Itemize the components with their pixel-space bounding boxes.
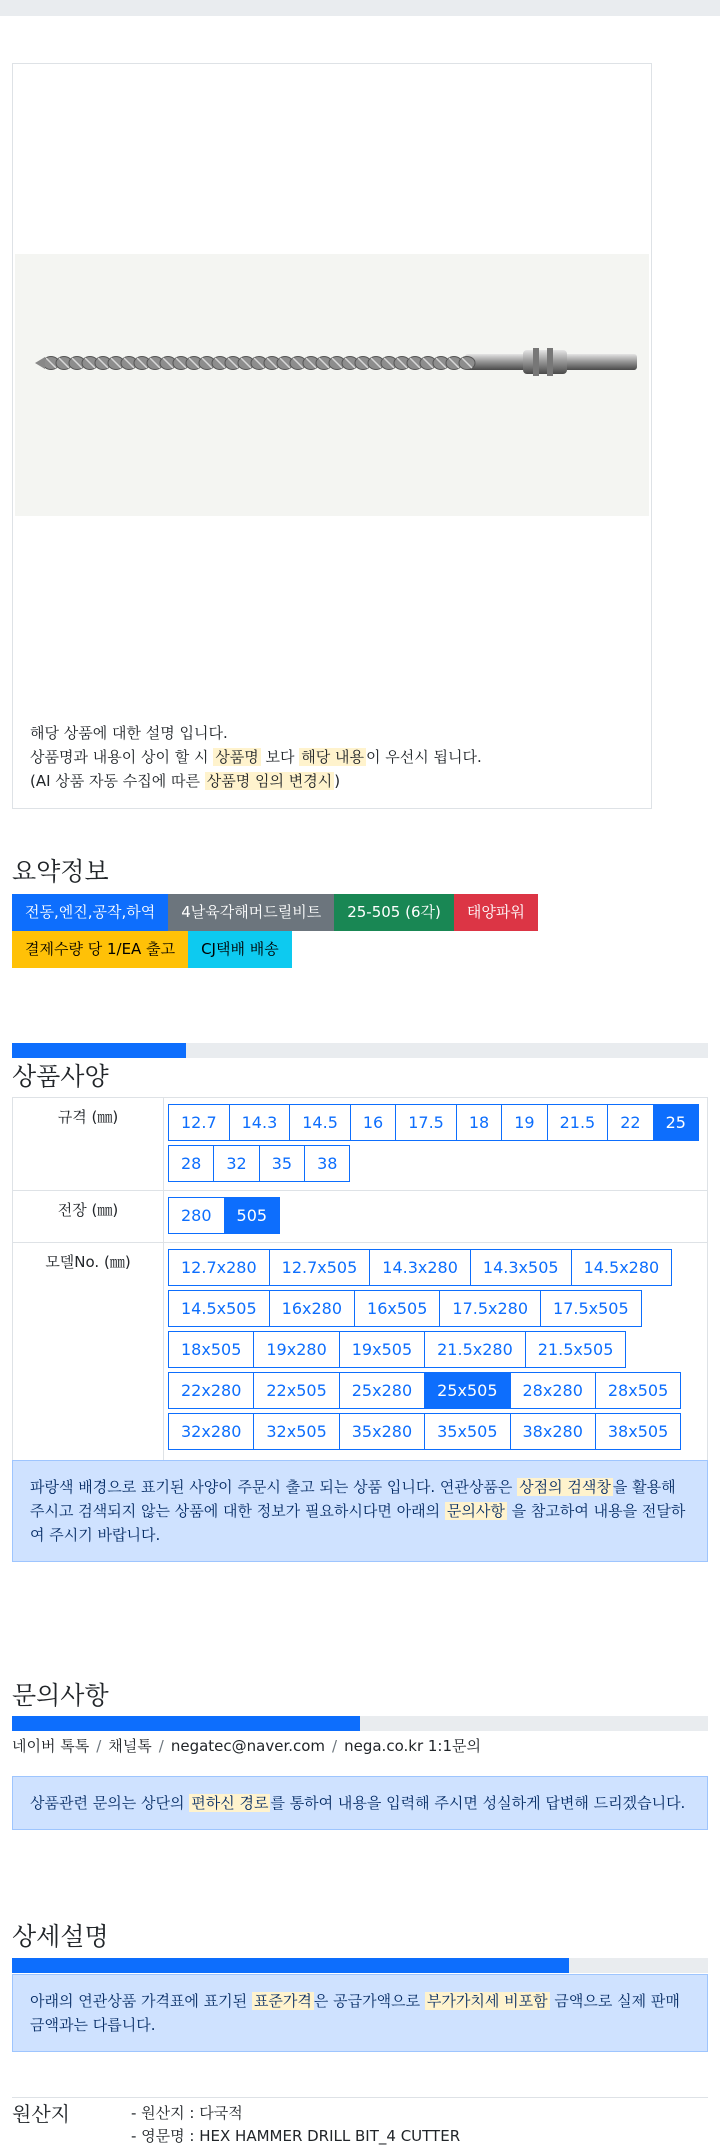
breadcrumb-separator: / (158, 1737, 164, 1755)
inquiry-channel-link[interactable]: 네이버 톡톡 (12, 1737, 90, 1755)
notice-text: 아래의 연관상품 가격표에 표기된 (30, 1992, 252, 2010)
size-option[interactable]: 12.7 (168, 1104, 230, 1141)
size-option[interactable]: 19 (501, 1104, 547, 1141)
model-label: 모델No. (㎜) (13, 1243, 164, 1461)
specs-progress-fill (12, 1043, 186, 1058)
model-option[interactable]: 22x280 (168, 1372, 254, 1409)
model-option[interactable]: 12.7x505 (269, 1249, 371, 1286)
model-option[interactable]: 17.5x505 (540, 1290, 642, 1327)
detail-progress (12, 1958, 708, 1973)
origin-row (12, 2097, 708, 2145)
length-option[interactable]: 505 (224, 1197, 281, 1234)
model-option[interactable]: 32x280 (168, 1413, 254, 1450)
model-option[interactable]: 12.7x280 (168, 1249, 270, 1286)
size-option[interactable]: 18 (456, 1104, 502, 1141)
size-option[interactable]: 25 (653, 1104, 699, 1141)
detail-notice (12, 1974, 708, 2052)
model-option[interactable]: 18x505 (168, 1331, 254, 1368)
inquiry-progress-fill (12, 1716, 360, 1731)
highlight-route: 편하신 경로 (191, 1794, 269, 1812)
notice-text: 을 참고하여 내용을 전달하여 주시기 바랍니다. (30, 1502, 686, 1544)
origin-country: - 원산지 : 다국적 (131, 2104, 243, 2122)
length-label: 전장 (㎜) (13, 1191, 164, 1243)
length-options (164, 1191, 708, 1243)
model-option[interactable]: 14.5x280 (571, 1249, 673, 1286)
highlight-search: 상점의 검색창 (519, 1478, 611, 1496)
inquiry-channel-link[interactable]: negatec@naver.com (170, 1737, 326, 1755)
spec-notice (12, 1460, 708, 1562)
desc-text: (AI 상품 자동 수집에 따른 (30, 772, 205, 790)
model-option[interactable]: 28x505 (595, 1372, 681, 1409)
desc-text: 이 우선시 됩니다. (365, 748, 482, 766)
desc-text: 상품명과 내용이 상이 할 시 (30, 748, 214, 766)
summary-badge: 결제수량 당 1/EA 출고 (12, 931, 188, 968)
model-option[interactable]: 38x280 (510, 1413, 596, 1450)
notice-text: 상품관련 문의는 상단의 (30, 1794, 190, 1812)
summary-badge: 4날육각해머드릴비트 (168, 894, 334, 931)
model-option[interactable]: 16x505 (354, 1290, 440, 1327)
inquiry-channel-link[interactable]: 채널톡 (108, 1737, 152, 1755)
origin-label: 원산지 (12, 2102, 70, 2126)
spec-table (12, 1097, 708, 1461)
size-option[interactable]: 16 (350, 1104, 396, 1141)
detail-title: 상세설명 (12, 1922, 109, 1951)
specs-progress (12, 1043, 708, 1058)
size-option[interactable]: 38 (304, 1145, 350, 1182)
length-option-grid (168, 1195, 707, 1236)
size-option[interactable]: 35 (259, 1145, 305, 1182)
size-option[interactable]: 17.5 (395, 1104, 457, 1141)
spec-row-model (13, 1243, 708, 1461)
size-option[interactable]: 21.5 (547, 1104, 609, 1141)
inquiry-title: 문의사항 (12, 1681, 109, 1710)
desc-line-2 (30, 745, 630, 769)
specs-title: 상품사양 (12, 1062, 109, 1091)
size-option[interactable]: 14.5 (289, 1104, 351, 1141)
size-option-grid (168, 1102, 707, 1184)
desc-text: ) (334, 772, 341, 790)
model-option[interactable]: 16x280 (269, 1290, 355, 1327)
highlight-name-change: 상품명 임의 변경시 (206, 772, 333, 790)
spec-row-length (13, 1191, 708, 1243)
model-option-grid (168, 1247, 707, 1452)
model-option[interactable]: 25x505 (424, 1372, 510, 1409)
notice-text: 파랑색 배경으로 표기된 사양이 주문시 출고 되는 상품 입니다. 연관상품은 (30, 1478, 518, 1496)
size-option[interactable]: 22 (607, 1104, 653, 1141)
model-option[interactable]: 17.5x280 (439, 1290, 541, 1327)
model-option[interactable]: 35x280 (339, 1413, 425, 1450)
model-option[interactable]: 28x280 (510, 1372, 596, 1409)
model-option[interactable]: 21.5x280 (424, 1331, 526, 1368)
size-label: 규격 (㎜) (13, 1098, 164, 1191)
highlight-inquiry: 문의사항 (446, 1502, 505, 1520)
inquiry-channel-link[interactable]: nega.co.kr 1:1문의 (344, 1737, 481, 1755)
size-options (164, 1098, 708, 1191)
highlight-content: 해당 내용 (301, 748, 364, 766)
highlight-vat: 부가가치세 비포함 (426, 1992, 548, 2010)
product-description (30, 721, 630, 793)
summary-badge: 전동,엔진,공작,하역 (12, 894, 168, 931)
model-option[interactable]: 25x280 (339, 1372, 425, 1409)
inquiry-channels (12, 1735, 481, 1756)
inquiry-progress (12, 1716, 708, 1731)
spec-row-size (13, 1098, 708, 1191)
notice-text: 금액으로 실제 판매금액과는 다릅니다. (30, 1992, 680, 2034)
drill-bit-image (15, 254, 649, 516)
model-option[interactable]: 19x505 (339, 1331, 425, 1368)
model-option[interactable]: 32x505 (253, 1413, 339, 1450)
model-option[interactable]: 22x505 (253, 1372, 339, 1409)
origin-english-name: - 영문명 : HEX HAMMER DRILL BIT_4 CUTTER (131, 2127, 461, 2145)
notice-text: 은 공급가액으로 (313, 1992, 425, 2010)
summary-badges (12, 894, 572, 968)
highlight-product-name: 상품명 (215, 748, 259, 766)
model-option[interactable]: 38x505 (595, 1413, 681, 1450)
top-bar (0, 0, 720, 16)
model-option[interactable]: 21.5x505 (525, 1331, 627, 1368)
origin-values (131, 2102, 460, 2148)
desc-line-1: 해당 상품에 대한 설명 입니다. (30, 724, 228, 742)
notice-text: 을 활용해 주시고 검색되지 않는 상품에 대한 정보가 필요하시다면 아래의 (30, 1478, 676, 1520)
highlight-standard-price: 표준가격 (253, 1992, 312, 2010)
breadcrumb-separator: / (96, 1737, 102, 1755)
desc-text: 보다 (260, 748, 300, 766)
length-option[interactable]: 280 (168, 1197, 225, 1234)
model-option[interactable]: 14.3x505 (470, 1249, 572, 1286)
model-options (164, 1243, 708, 1461)
size-option[interactable]: 32 (213, 1145, 259, 1182)
model-option[interactable]: 35x505 (424, 1413, 510, 1450)
product-card (12, 63, 652, 809)
breadcrumb-separator: / (332, 1737, 338, 1755)
summary-badge: CJ택배 배송 (188, 931, 292, 968)
model-option[interactable]: 14.5x505 (168, 1290, 270, 1327)
desc-line-3 (30, 769, 630, 793)
product-image (15, 254, 649, 516)
model-option[interactable]: 19x280 (253, 1331, 339, 1368)
summary-title: 요약정보 (12, 857, 109, 886)
notice-text: 를 통하여 내용을 입력해 주시면 성실하게 답변해 드리겠습니다. (270, 1794, 686, 1812)
detail-progress-fill (12, 1958, 569, 1973)
model-option[interactable]: 14.3x280 (369, 1249, 471, 1286)
summary-badge: 25-505 (6각) (334, 894, 454, 931)
size-option[interactable]: 28 (168, 1145, 214, 1182)
summary-badge: 태양파워 (454, 894, 538, 931)
size-option[interactable]: 14.3 (229, 1104, 291, 1141)
inquiry-notice (12, 1776, 708, 1830)
